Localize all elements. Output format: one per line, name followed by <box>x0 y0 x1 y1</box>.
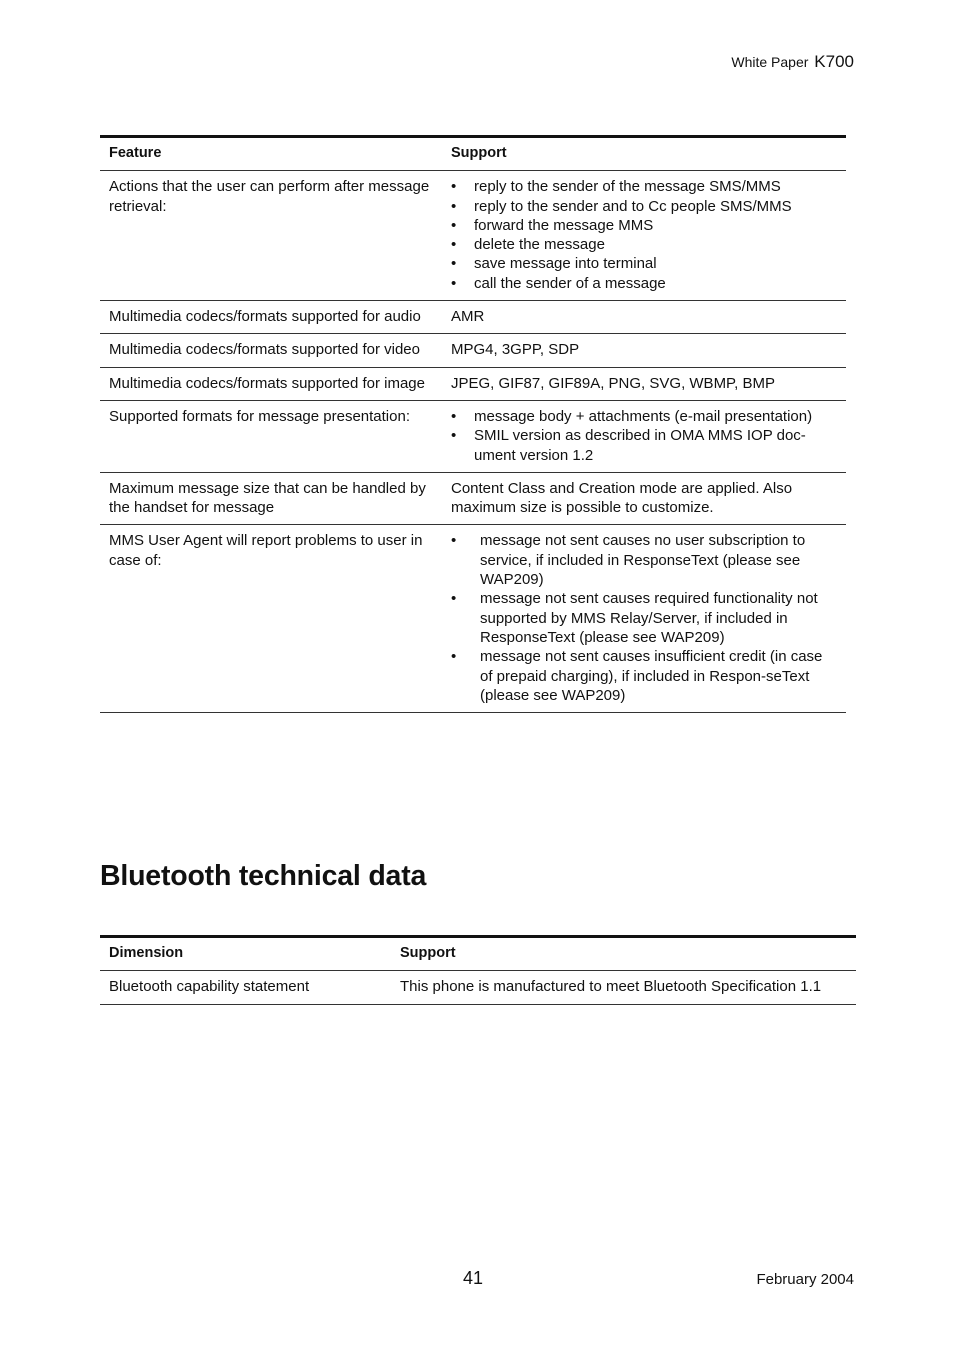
page-header <box>731 52 854 72</box>
support-list <box>451 531 837 705</box>
support-cell <box>442 171 846 301</box>
list-item: • reply to the sender of the message SMS/MMS <box>451 177 837 196</box>
list-item: • reply to the sender and to Cc people SMS/MMS <box>451 197 837 216</box>
feature-cell: MMS User Agent will report problems to user in case of: <box>100 525 442 713</box>
list-item: • message body + attachments (e-mail presentation) <box>451 407 837 426</box>
dimension-cell: Bluetooth capability statement <box>100 971 391 1004</box>
table-row <box>100 525 846 713</box>
column-header-feature: Feature <box>100 137 442 171</box>
table-row <box>100 472 846 525</box>
support-cell: MPG4, 3GPP, SDP <box>442 334 846 367</box>
column-header-support: Support <box>391 937 856 971</box>
header-model: K700 <box>814 52 854 71</box>
table-row <box>100 171 846 301</box>
section-title: Bluetooth technical data <box>100 860 427 892</box>
list-item: • forward the message MMS <box>451 216 837 235</box>
table-row <box>100 301 846 334</box>
support-cell: This phone is manufactured to meet Bluetooth Specification 1.1 <box>391 971 856 1004</box>
column-header-support: Support <box>442 137 846 171</box>
feature-cell: Supported formats for message presentation: <box>100 400 442 472</box>
table-row <box>100 971 856 1004</box>
support-list <box>451 407 837 465</box>
table-row <box>100 400 846 472</box>
list-item: • message not sent causes insufficient credit (in case of prepaid charging), if included in Respon-seText (please see WAP209) <box>451 647 837 705</box>
list-item: • message not sent causes required functionality not supported by MMS Relay/Server, if included in ResponseText (please see WAP209) <box>451 589 837 647</box>
table-header-row <box>100 937 856 971</box>
feature-cell: Multimedia codecs/formats supported for image <box>100 367 442 400</box>
list-item: • SMIL version as described in OMA MMS IOP doc-ument version 1.2 <box>451 426 837 465</box>
support-cell: JPEG, GIF87, GIF89A, PNG, SVG, WBMP, BMP <box>442 367 846 400</box>
feature-cell: Multimedia codecs/formats supported for video <box>100 334 442 367</box>
feature-cell: Multimedia codecs/formats supported for audio <box>100 301 442 334</box>
footer-date: February 2004 <box>756 1271 854 1288</box>
table-header-row <box>100 137 846 171</box>
table-row <box>100 367 846 400</box>
feature-cell: Maximum message size that can be handled by the handset for message <box>100 472 442 525</box>
list-item: • save message into terminal <box>451 254 837 273</box>
support-cell: Content Class and Creation mode are applied. Also maximum size is possible to customize. <box>442 472 846 525</box>
support-list <box>451 177 837 293</box>
list-item: • message not sent causes no user subscription to service, if included in ResponseText (please see WAP209) <box>451 531 837 589</box>
bluetooth-table <box>100 935 856 1005</box>
mms-feature-table <box>100 135 846 713</box>
list-item: • delete the message <box>451 235 837 254</box>
column-header-dimension: Dimension <box>100 937 391 971</box>
support-cell: AMR <box>442 301 846 334</box>
support-cell <box>442 400 846 472</box>
list-item: • call the sender of a message <box>451 274 837 293</box>
support-cell <box>442 525 846 713</box>
table-row <box>100 334 846 367</box>
feature-cell: Actions that the user can perform after message retrieval: <box>100 171 442 301</box>
page-number: 41 <box>463 1268 484 1288</box>
header-doc-type: White Paper <box>731 54 809 70</box>
